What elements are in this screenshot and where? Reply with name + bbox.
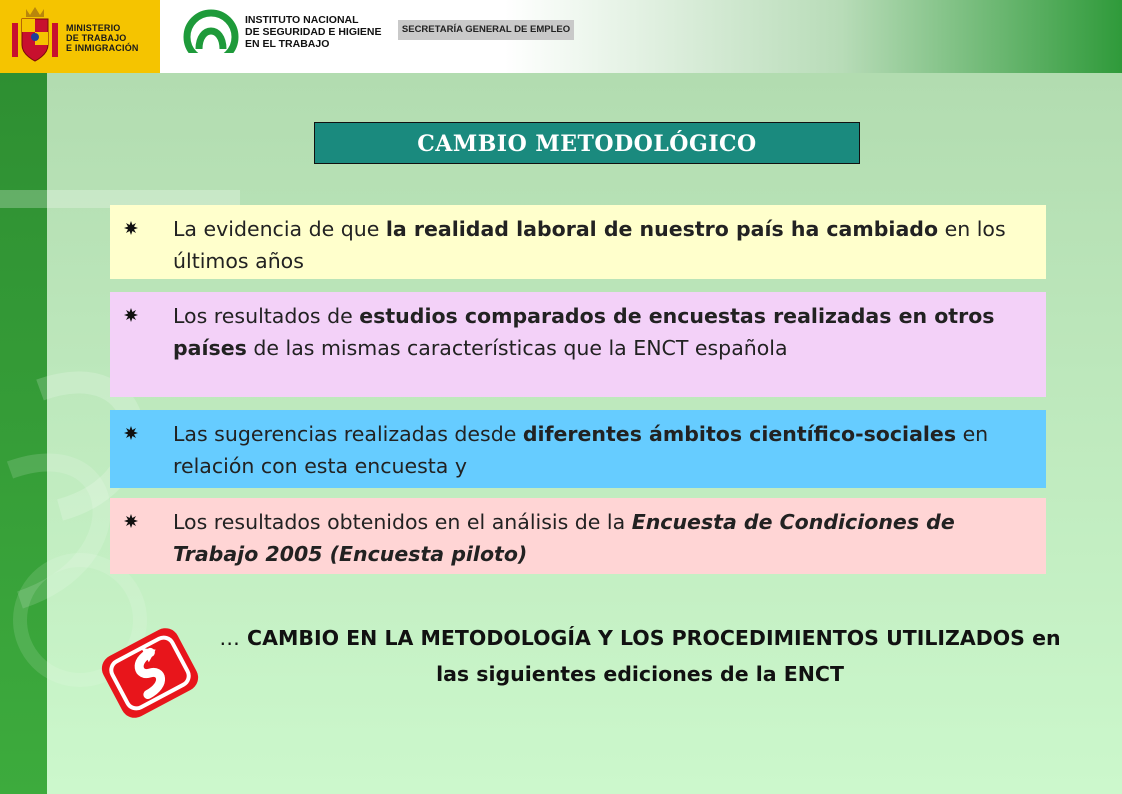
item-text: Los resultados obtenidos en el análisis de la — [173, 510, 632, 534]
item-text: Las sugerencias realizadas desde — [173, 422, 523, 446]
secretaria-badge: SECRETARÍA GENERAL DE EMPLEO — [398, 20, 574, 40]
conclusion-bold: CAMBIO EN LA METODOLOGÍA Y LOS PROCEDIMIENTOS UTILIZADOS — [247, 626, 1025, 650]
item-emphasis: estudios comparados de encuestas realizadas en otros países — [173, 304, 995, 360]
slide-title: CAMBIO METODOLÓGICO — [314, 122, 860, 164]
insht-logo-icon — [183, 9, 239, 65]
item-emphasis: la realidad laboral de nuestro país ha cambiado — [385, 217, 939, 241]
bullet-icon — [124, 514, 138, 528]
ministerio-logo — [0, 0, 160, 73]
ministerio-name: MINISTERIO DE TRABAJO E INMIGRACIÓN — [66, 23, 139, 53]
item-text: en relación con esta encuesta y — [173, 422, 989, 478]
bullet-icon — [124, 426, 138, 440]
item-emphasis: diferentes ámbitos científico-sociales — [522, 422, 957, 446]
conclusion-rest: en las siguientes ediciones de la ENCT — [436, 626, 1061, 686]
bullet-icon — [124, 308, 138, 322]
list-item — [110, 205, 1046, 279]
header — [0, 0, 1122, 73]
list-item — [110, 410, 1046, 488]
list-item — [110, 292, 1046, 397]
list-item — [110, 498, 1046, 574]
item-emphasis-italic: Encuesta de Condiciones de Trabajo 2005 (Encuesta piloto) — [173, 510, 955, 566]
conclusion-text — [210, 620, 1070, 692]
item-text: de las mismas características que la ENCT española — [246, 336, 788, 360]
bullet-icon — [124, 221, 138, 235]
item-text: La evidencia de que — [173, 217, 386, 241]
item-text: en los últimos años — [173, 217, 1006, 273]
winding-road-sign-icon — [94, 625, 206, 721]
insht-name: INSTITUTO NACIONAL DE SEGURIDAD E HIGIENE EN EL TRABAJO — [245, 14, 382, 50]
coat-of-arms-icon — [8, 5, 62, 67]
conclusion-ellipsis: … — [219, 626, 240, 650]
item-text: Los resultados de — [173, 304, 360, 328]
